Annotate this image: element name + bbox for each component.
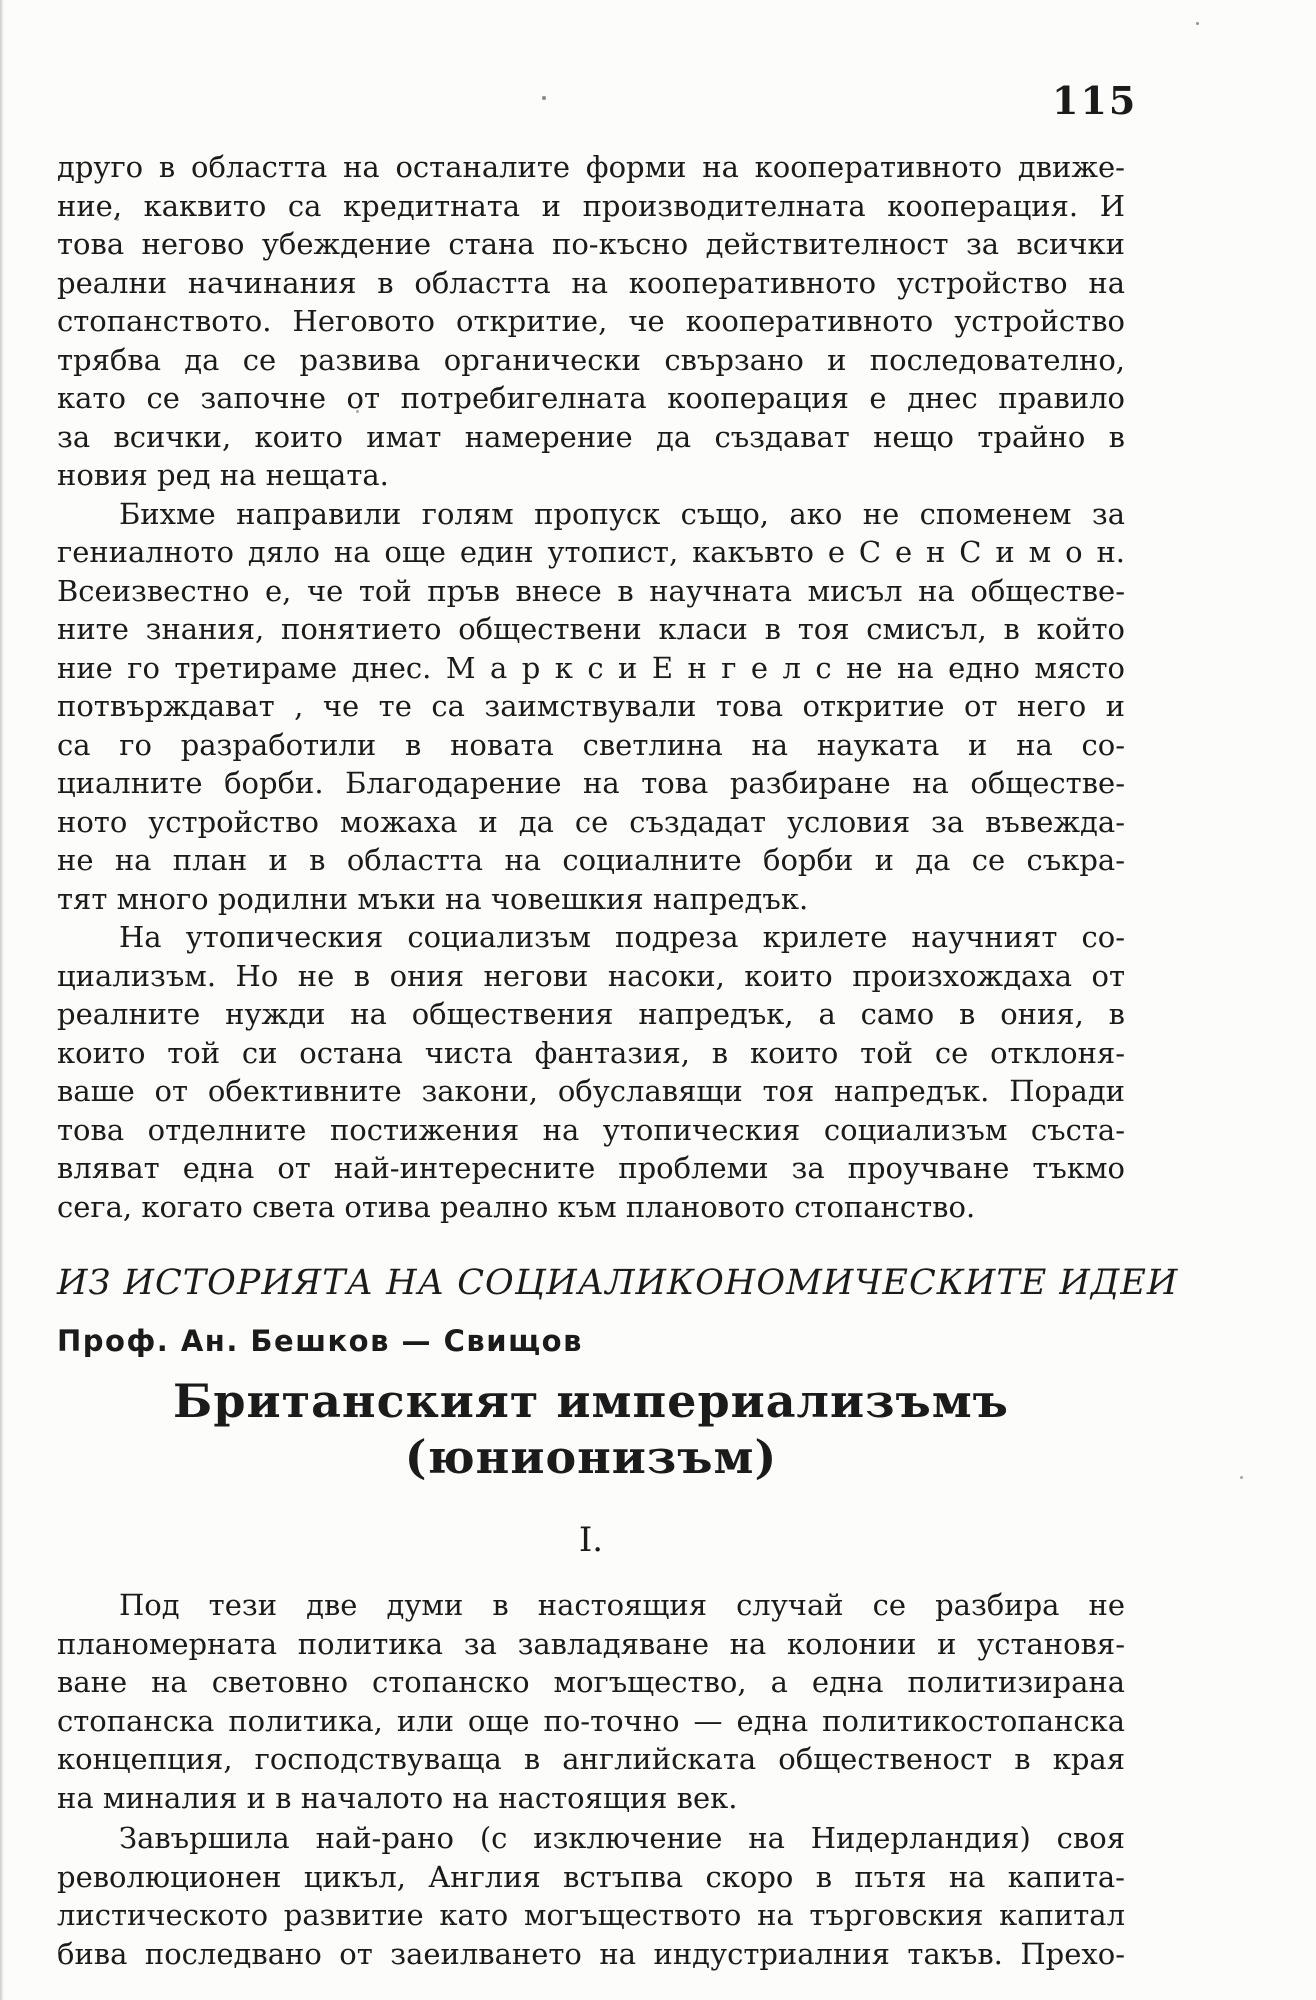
paragraph bbox=[57, 1586, 1125, 1817]
article-subtitle: (юнионизъм) bbox=[404, 1430, 778, 1484]
text-line: реални начинания в областта на кооперативното устройство на bbox=[57, 265, 1125, 300]
article-text-block bbox=[57, 1586, 1125, 1973]
text-line: това отделните постижения на утопическия социализъм съста- bbox=[57, 1112, 1125, 1147]
text-line: тят много родилни мъки на човешкия напредък. bbox=[57, 881, 809, 916]
text-line: реалните нужди на обществения напредък, а само в ония, в bbox=[57, 997, 1125, 1031]
text-line: Бихме направили голям пропуск също, ако не споменем за bbox=[119, 496, 1125, 531]
text-line: циализъм. Но не в ония негови насоки, които произхождаха от bbox=[57, 958, 1125, 993]
text-line: като се започне от потребигелната кооперация е днес правило bbox=[57, 381, 1125, 415]
text-line: ваше от обективните закони, обуславящи тоя напредък. Поради bbox=[57, 1074, 1125, 1108]
text-line: ние го третираме днес. М а р к с и Е н г е л с не на едно място bbox=[57, 650, 1125, 685]
text-line: сега, когато света отива реално към плановото стопанство. bbox=[57, 1189, 976, 1224]
text-line: Всеизвестно е, че той пръв внесе в научната мисъл на обществе- bbox=[57, 573, 1125, 608]
body-text-block bbox=[57, 148, 1125, 1226]
text-line: концепция, господствуваща в английската общественост в края bbox=[57, 1742, 1125, 1776]
text-line: стопанството. Неговото откритие, че кооперативното устройство bbox=[57, 304, 1125, 338]
text-line: стопанска политика, или още по-точно — една политикостопанска bbox=[57, 1703, 1125, 1738]
text-line: Под тези две думи в настоящия случай се разбира не bbox=[119, 1588, 1125, 1622]
text-line: циалните борби. Благодарение на това разбиране на обществе- bbox=[57, 766, 1125, 800]
text-line: ните знания, понятието обществени класи в тоя смисъл, в който bbox=[57, 612, 1125, 646]
page-number: 115 bbox=[1052, 78, 1138, 123]
scan-speck bbox=[542, 96, 546, 100]
paragraph bbox=[57, 148, 1125, 495]
text-line: ване на световно стопанско могъщество, а една политизирана bbox=[57, 1665, 1125, 1699]
text-line: това негово убеждение стана по-късно действителност за всички bbox=[57, 227, 1125, 261]
section-kicker: ИЗ ИСТОРИЯТА НА СОЦИАЛИКОНОМИЧЕСКИТЕ ИДЕИ bbox=[57, 1263, 1179, 1303]
article-title: Британският империализъмъ bbox=[173, 1374, 1009, 1428]
scan-speck bbox=[1240, 1476, 1243, 1479]
text-line: трябва да се развива органически свързано и последователно, bbox=[57, 342, 1125, 377]
paragraph bbox=[57, 918, 1125, 1226]
text-line: на миналия и в началото на настоящия век. bbox=[57, 1780, 738, 1815]
text-line: за всички, които имат намерение да създават нещо трайно в bbox=[57, 419, 1125, 454]
scan-speck bbox=[1196, 22, 1199, 25]
text-line: които той си остана чиста фантазия, в които той се отклоня- bbox=[57, 1035, 1125, 1070]
text-line: листическото развитие като могъществото на търговския капитал bbox=[57, 1898, 1125, 1932]
author-line: Проф. Ан. Бешков — Свищов bbox=[57, 1324, 583, 1358]
paragraph bbox=[57, 495, 1125, 919]
text-line: друго в областта на останалите форми на кооперативното движе- bbox=[57, 150, 1125, 184]
text-line: потвърждават , че те са заимствували това откритие от него и bbox=[57, 689, 1125, 723]
text-line: Завършила най-рано (с изключение на Нидерландия) своя bbox=[119, 1821, 1125, 1855]
text-line: не на план и в областта на социалните борби и да се съкра- bbox=[57, 843, 1125, 877]
text-line: На утопическия социализъм подреза крилете научният со- bbox=[119, 920, 1125, 954]
text-line: революционен цикъл, Англия встъпва скоро в пътя на капита- bbox=[57, 1859, 1125, 1894]
text-line: гениалното дяло на още един утопист, какъвто е С е н С и м о н. bbox=[57, 535, 1125, 569]
section-numeral: I. bbox=[578, 1520, 604, 1560]
text-line: новия ред на нещата. bbox=[57, 458, 389, 492]
paragraph bbox=[57, 1819, 1125, 1973]
text-line: ното устройство можаха и да се създадат условия за въвежда- bbox=[57, 804, 1125, 839]
text-line: са го разработили в новата светлина на науката и на со- bbox=[57, 727, 1125, 762]
text-line: ние, каквито са кредитната и производителната кооперация. И bbox=[57, 188, 1125, 223]
text-line: бива последвано от заеилването на индустриалния такъв. Прехо- bbox=[57, 1936, 1125, 1971]
text-line: планомерната политика за завладяване на колонии и установя- bbox=[57, 1626, 1125, 1661]
page-content bbox=[57, 148, 1179, 1973]
text-line: вляват една от най-интересните проблеми за проучване тъкмо bbox=[57, 1151, 1125, 1185]
scan-edge-artifact bbox=[0, 0, 4, 2000]
